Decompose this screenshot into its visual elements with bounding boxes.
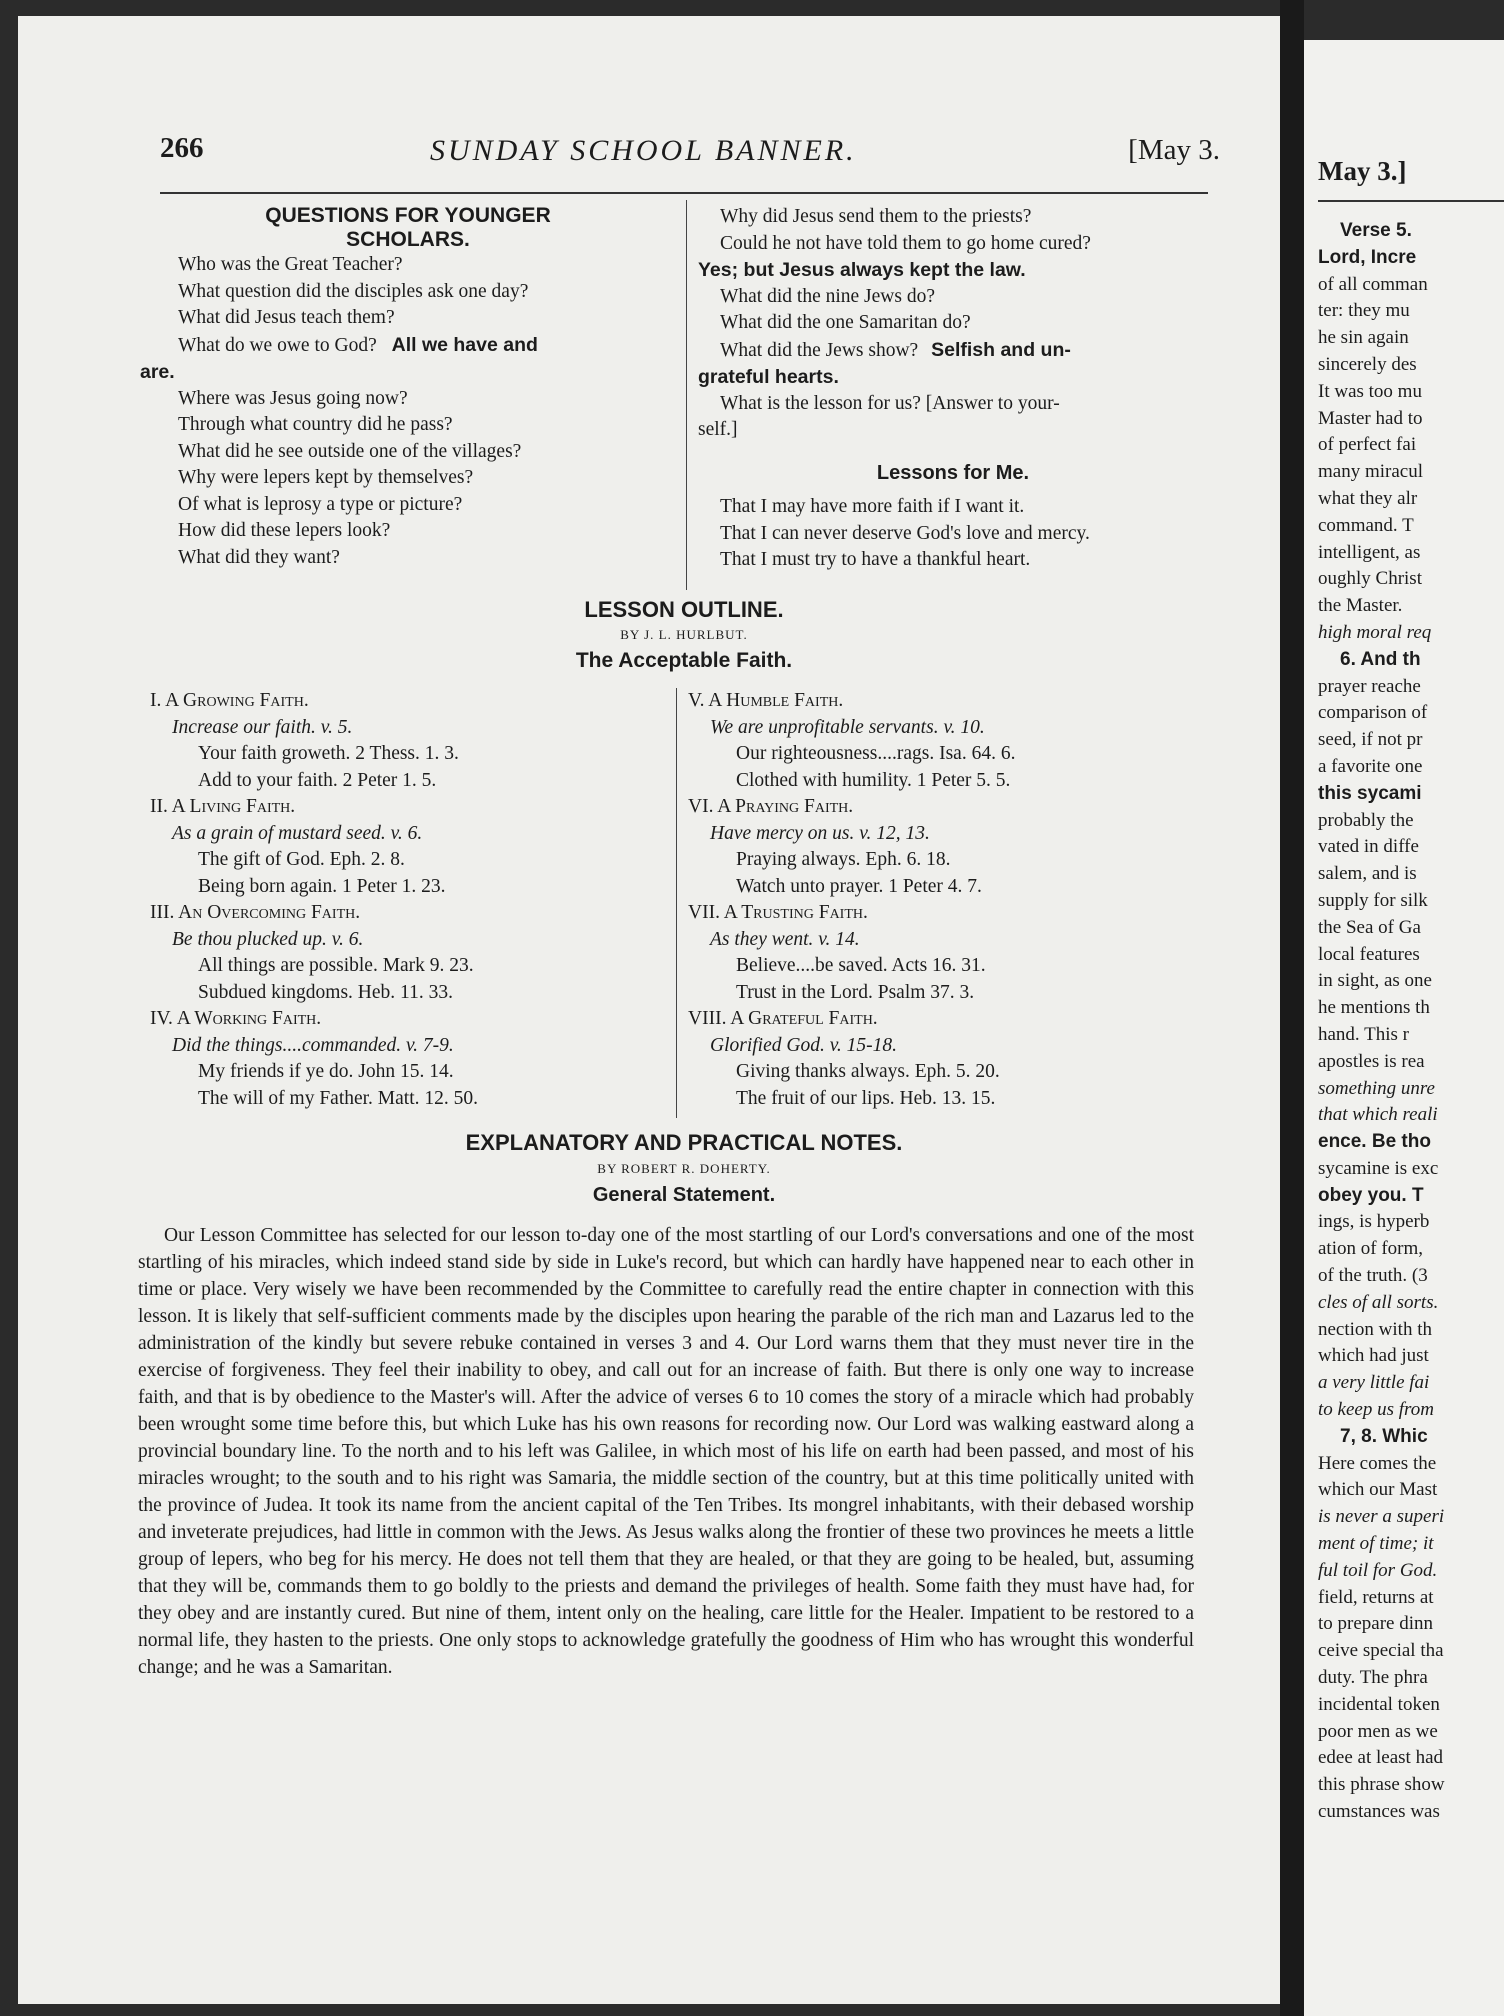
outline-reference: Trust in the Lord. Psalm 37. 3.	[736, 981, 975, 1003]
outline-text: Increase our faith. v. 5.	[172, 716, 353, 738]
facing-page-line: local features	[1318, 943, 1420, 965]
facing-page-line: which our Mast	[1318, 1479, 1438, 1501]
question-line: Why did Jesus send them to the priests?	[720, 206, 1032, 227]
facing-page-line: It was too mu	[1318, 380, 1422, 402]
outline-reference: Praying always. Eph. 6. 18.	[736, 849, 951, 870]
facing-page-line: probably the	[1318, 809, 1414, 831]
question-line: What question did the disciples ask one day?	[178, 280, 529, 302]
page-header	[140, 132, 1220, 178]
outline-point-heading: III. An Overcoming Faith.	[150, 902, 361, 923]
facing-page-line: Here comes the	[1318, 1452, 1437, 1474]
question-line: Who was the Great Teacher?	[178, 254, 403, 275]
notes-heading: EXPLANATORY AND PRACTICAL NOTES.	[465, 1130, 903, 1155]
facing-page-line: this sycami	[1318, 782, 1422, 804]
header-date: [May 3.	[1128, 134, 1220, 166]
facing-page-line: the Master.	[1318, 595, 1403, 617]
question-line: What did Jesus teach them?	[178, 307, 395, 328]
lesson-line: That I must try to have a thankful heart.	[720, 549, 1031, 570]
questions-right-column	[698, 204, 1208, 574]
facing-page-line: to prepare dinn	[1318, 1613, 1434, 1635]
facing-page-line: seed, if not pr	[1318, 729, 1423, 751]
facing-page-rule	[1318, 200, 1504, 202]
notes-subheading: General Statement.	[592, 1184, 776, 1206]
outline-reference: Add to your faith. 2 Peter 1. 5.	[198, 769, 437, 791]
question-line: Of what is leprosy a type or picture?	[178, 493, 463, 515]
lessons-heading: Lessons for Me.	[876, 461, 1030, 484]
outline-reference: Watch unto prayer. 1 Peter 4. 7.	[736, 875, 982, 897]
outline-reference: Our righteousness....rags. Isa. 64. 6.	[736, 743, 1016, 764]
facing-page-line: Verse 5.	[1340, 220, 1412, 241]
answer-text: Selfish and un-	[931, 338, 1071, 361]
outline-point-heading: IV. A Working Faith.	[150, 1008, 322, 1029]
facing-page-header: May 3.]	[1318, 156, 1407, 186]
facing-page-line: cles of all sorts.	[1318, 1291, 1439, 1313]
facing-page-line: ceive special tha	[1318, 1640, 1444, 1662]
facing-page-line: intelligent, as	[1318, 541, 1421, 563]
facing-page-line: hand. This r	[1318, 1023, 1409, 1045]
questions-left-column	[140, 204, 678, 571]
outline-reference: Being born again. 1 Peter 1. 23.	[198, 875, 446, 897]
facing-page-line: supply for silk	[1318, 889, 1428, 911]
facing-page-line: sincerely des	[1318, 353, 1417, 375]
facing-page-line: poor men as we	[1318, 1720, 1438, 1742]
outline-point-heading: V. A Humble Faith.	[688, 690, 844, 711]
facing-page-line: Master had to	[1318, 407, 1423, 429]
facing-page-line: ence. Be tho	[1318, 1131, 1431, 1153]
lesson-line: That I may have more faith if I want it.	[720, 496, 1025, 517]
facing-page-line: Lord, Incre	[1318, 246, 1417, 268]
facing-page-line: field, returns at	[1318, 1586, 1434, 1608]
header-rule	[160, 192, 1208, 194]
notes-header	[160, 1128, 1208, 1210]
general-statement-paragraph: Our Lesson Committee has selected for our lesson to-day one of the most startling of our Lord's conversations and one of the most startling of his miracles, which indeed stand side by side in Luke's record, but which can hardly have happened near to each other in time or place. Very wisely we have been recommended by the Committee to carefully read the entire chapter in connection with this lesson. It is likely that self-sufficient comments made by the disciples upon hearing the parable of the rich man and Lazarus led to the administration of the kindly but severe rebuke contained in verses 3 and 4. Our Lord warns them that they must never tire in the exercise of forgiveness. They feel their inability to obey, and call out for an increase of faith. But there is only one way to increase faith, and that is by obedience to the Master's will. After the advice of verses 6 to 10 comes the story of a miracle which had probably been wrought some time before this, but which Luke has his own reasons for recording now. Our Lord was walking eastward along a provincial boundary line. To the north and to his left was Galilee, in which most of his life on earth had been passed, and most of his miracles wrought; to the south and to his right was Samaria, the middle section of the country, but at this time politically united with the province of Judea. It took its name from the ancient capital of the Ten Tribes. Its mongrel inhabitants, with their debased worship and inveterate prejudices, had little in common with the Jews. As Jesus walks along the frontier of these two provinces he meets a little group of lepers, who beg for his mercy. He does not tell them that they are healed, or that they are going to be healed, but, assuming that they will be, commands them to go boldly to the priests and demand the privileges of health. Some faith they must have had, for they obey and are instantly cured. But nine of them, intent only on the healing, care little for the Healer. Impatient to be restored to a normal life, they hasten to the priests. One only stops to acknowledge gratefully the goodness of Him who has wrought this wonderful change; and he was a Samaritan.	[138, 1225, 1194, 1678]
outline-reference: Your faith groweth. 2 Thess. 1. 3.	[198, 743, 459, 764]
outline-text: Did the things....commanded. v. 7-9.	[172, 1034, 454, 1056]
facing-page-lines	[1318, 218, 1445, 1826]
outline-reference: Believe....be saved. Acts 16. 31.	[736, 955, 986, 976]
question-line: How did these lepers look?	[178, 520, 391, 541]
outline-reference: The will of my Father. Matt. 12. 50.	[198, 1087, 479, 1109]
question-line: What is the lesson for us? [Answer to your-	[720, 392, 1060, 414]
book-gutter	[1280, 0, 1304, 2016]
notes-byline: BY ROBERT R. DOHERTY.	[597, 1161, 771, 1176]
outline-text: As they went. v. 14.	[710, 928, 860, 950]
facing-page-line: edee at least had	[1318, 1747, 1444, 1769]
facing-page-line: oughly Christ	[1318, 568, 1422, 590]
facing-page-line: to keep us from	[1318, 1399, 1434, 1421]
facing-page-line: ings, is hyperb	[1318, 1211, 1430, 1233]
facing-page-line: prayer reache	[1318, 675, 1421, 697]
facing-page-line: incidental token	[1318, 1693, 1440, 1715]
outline-text: Glorified God. v. 15-18.	[710, 1034, 898, 1056]
question-line: self.]	[698, 419, 738, 440]
facing-page-line: in sight, as one	[1318, 970, 1432, 992]
outline-right-column	[688, 688, 1208, 1112]
facing-page-line: many miracul	[1318, 461, 1423, 483]
facing-page-line: this phrase show	[1318, 1774, 1445, 1796]
facing-page-line: 7, 8. Whic	[1340, 1425, 1428, 1447]
facing-page-line: that which reali	[1318, 1104, 1438, 1126]
facing-page-line: which had just	[1318, 1345, 1429, 1367]
facing-page-line: ful toil for God.	[1318, 1559, 1438, 1581]
column-divider	[676, 688, 677, 1118]
facing-page-line: command. T	[1318, 514, 1414, 536]
facing-page	[1304, 40, 1504, 2016]
facing-page-line: is never a superi	[1318, 1506, 1445, 1528]
facing-page-line: a very little fai	[1318, 1372, 1430, 1394]
outline-point-heading: I. A Growing Faith.	[150, 690, 309, 711]
outline-header	[160, 596, 1208, 676]
notes-body	[138, 1222, 1194, 1681]
facing-page-line: ment of time; it	[1318, 1533, 1434, 1555]
facing-page-line: comparison of	[1318, 702, 1428, 724]
facing-page-line: what they alr	[1318, 487, 1418, 509]
facing-page-line: ation of form,	[1318, 1238, 1424, 1260]
questions-heading: QUESTIONS FOR YOUNGER SCHOLARS.	[265, 204, 551, 251]
question-line: Through what country did he pass?	[178, 414, 453, 435]
facing-page-line: salem, and is	[1318, 863, 1417, 885]
answer-text: grateful hearts.	[698, 366, 839, 388]
facing-page-line: apostles is rea	[1318, 1050, 1425, 1072]
facing-page-line: of perfect fai	[1318, 434, 1417, 456]
outline-reference: All things are possible. Mark 9. 23.	[198, 955, 474, 976]
page-number: 266	[160, 132, 204, 164]
facing-page-line: of all comman	[1318, 273, 1428, 295]
outline-point-heading: VII. A Trusting Faith.	[688, 902, 868, 923]
question-line: Could he not have told them to go home cured?	[720, 232, 1091, 254]
outline-text: We are unprofitable servants. v. 10.	[710, 716, 985, 738]
question-line: What do we owe to God? All we have and	[178, 333, 538, 356]
facing-page-line: of the truth. (3	[1318, 1265, 1428, 1287]
outline-left-column	[150, 688, 670, 1112]
facing-page-line: vated in diffe	[1318, 836, 1419, 858]
column-divider	[686, 200, 687, 590]
facing-page-line: a favorite one	[1318, 755, 1423, 777]
facing-page-line: sycamine is exc	[1318, 1157, 1439, 1179]
running-title: SUNDAY SCHOOL BANNER.	[430, 134, 857, 167]
outline-point-heading: VIII. A Grateful Faith.	[688, 1008, 878, 1029]
facing-page-line: nection with th	[1318, 1318, 1432, 1340]
facing-page-line: 6. And th	[1340, 648, 1421, 670]
outline-text: Have mercy on us. v. 12, 13.	[710, 822, 930, 844]
outline-text: Be thou plucked up. v. 6.	[172, 928, 364, 950]
question-line: Where was Jesus going now?	[178, 387, 408, 409]
facing-page-line: he mentions th	[1318, 997, 1430, 1019]
outline-reference: The gift of God. Eph. 2. 8.	[198, 849, 405, 870]
facing-page-line: something unre	[1318, 1077, 1435, 1099]
outline-heading: LESSON OUTLINE.	[584, 597, 784, 622]
facing-page-line: cumstances was	[1318, 1801, 1440, 1823]
outline-reference: Giving thanks always. Eph. 5. 20.	[736, 1061, 1000, 1082]
outline-reference: Clothed with humility. 1 Peter 5. 5.	[736, 769, 1011, 791]
facing-page-line: high moral req	[1318, 621, 1432, 643]
outline-reference: My friends if ye do. John 15. 14.	[198, 1061, 454, 1082]
answer-text: Yes; but Jesus always kept the law.	[698, 259, 1026, 281]
answer-text: are.	[140, 361, 175, 383]
outline-reference: Subdued kingdoms. Heb. 11. 33.	[198, 981, 453, 1003]
lesson-line: That I can never deserve God's love and mercy.	[720, 522, 1090, 544]
outline-point-heading: II. A Living Faith.	[150, 796, 296, 817]
outline-byline: BY J. L. HURLBUT.	[620, 627, 748, 642]
outline-subheading: The Acceptable Faith.	[575, 649, 793, 672]
facing-page-line: he sin again	[1318, 327, 1409, 349]
facing-page-line: the Sea of Ga	[1318, 916, 1421, 938]
question-line: What did they want?	[178, 546, 340, 568]
answer-text: All we have and	[391, 333, 538, 356]
question-line: What did he see outside one of the villages?	[178, 440, 522, 462]
facing-page-line: duty. The phra	[1318, 1667, 1428, 1689]
facing-page-line: obey you. T	[1318, 1184, 1424, 1206]
question-line: What did the one Samaritan do?	[720, 312, 971, 333]
question-line: What did the Jews show? Selfish and un-	[720, 338, 1071, 361]
facing-page-line: ter: they mu	[1318, 300, 1410, 322]
outline-text: As a grain of mustard seed. v. 6.	[172, 822, 423, 844]
outline-point-heading: VI. A Praying Faith.	[688, 796, 854, 817]
outline-reference: The fruit of our lips. Heb. 13. 15.	[736, 1087, 996, 1109]
question-line: What did the nine Jews do?	[720, 285, 935, 307]
question-line: Why were lepers kept by themselves?	[178, 467, 474, 488]
